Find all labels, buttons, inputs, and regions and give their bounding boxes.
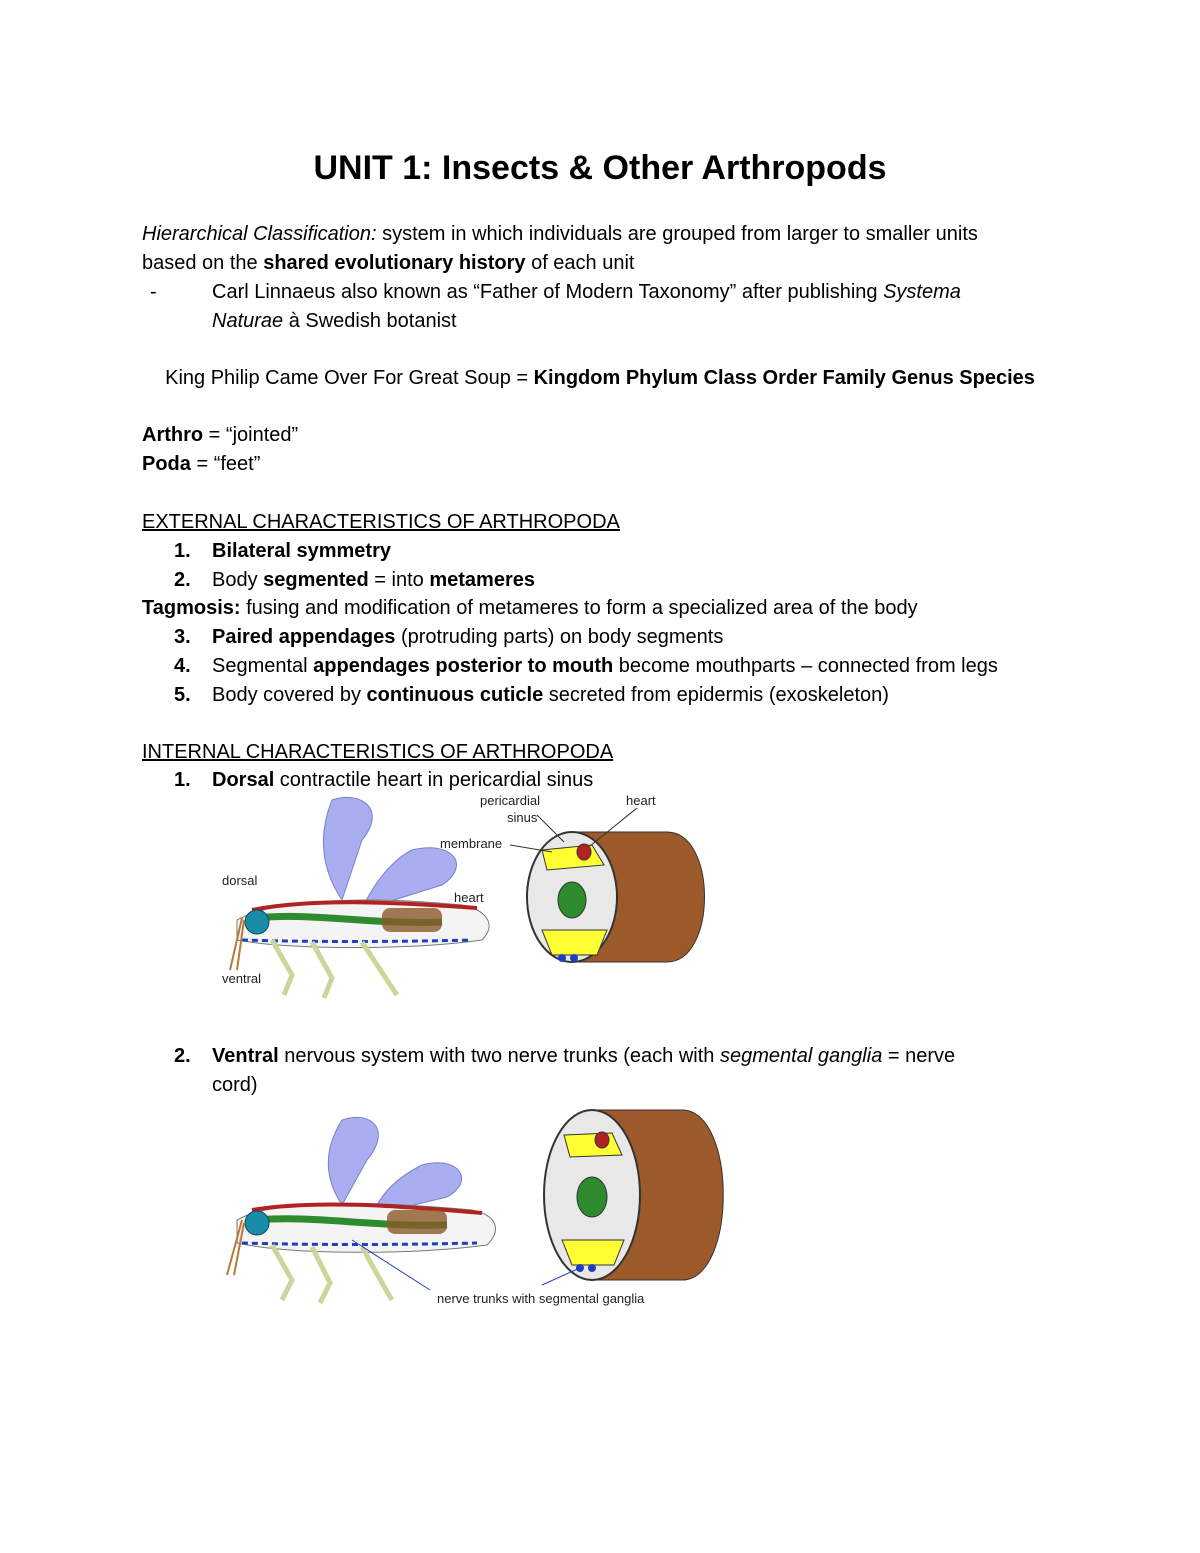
bold-shared-history: shared evolutionary history	[263, 252, 526, 274]
gut-section	[577, 1177, 607, 1217]
external-item-4	[174, 652, 998, 680]
def-tagmosis: fusing and modification of metameres to form a specialized area of the body	[240, 597, 918, 619]
list-number: 5.	[174, 684, 191, 706]
external-item-1	[174, 537, 391, 565]
label-heart-insect: heart	[454, 890, 484, 905]
label-heart-section: heart	[626, 793, 656, 808]
tagmosis-definition	[142, 594, 918, 622]
mnemonic-phrase: King Philip Came Over For Great Soup =	[165, 367, 534, 389]
heading-external-text: EXTERNAL CHARACTERISTICS OF ARTHROPODA	[142, 511, 620, 533]
list-number: 2.	[174, 1045, 191, 1067]
list-number: 3.	[174, 626, 191, 648]
def-poda: = “feet”	[190, 453, 261, 475]
italic-segmental-ganglia: segmental ganglia	[719, 1045, 883, 1067]
external-item-5	[174, 681, 889, 709]
etymology-arthro	[142, 421, 298, 449]
definition-text: system in which individuals are grouped from larger to smaller units	[376, 223, 978, 245]
italic-systema: Systema	[883, 281, 961, 303]
text-run: nervous system with two nerve trunks (each with	[278, 1045, 720, 1067]
text-run: Body	[212, 569, 264, 591]
italic-naturae: Naturae	[212, 310, 284, 332]
text-run: = into	[368, 569, 430, 591]
heading-external	[142, 508, 620, 536]
text-run: = nerve	[882, 1045, 956, 1067]
bold-run: metameres	[429, 569, 535, 591]
term-poda: Poda	[142, 453, 191, 475]
text-run: contractile heart in pericardial sinus	[274, 769, 594, 791]
external-item-3	[174, 623, 723, 651]
text-run: Carl Linnaeus also known as “Father of Modern Taxonomy” after publishing	[212, 281, 884, 303]
gonad-shape	[387, 1210, 447, 1234]
gonad-shape	[382, 908, 442, 932]
def-arthro: = “jointed”	[203, 424, 299, 446]
legs	[272, 940, 397, 998]
internal-item-2	[174, 1042, 955, 1070]
label-sinus: sinus	[507, 810, 538, 825]
text-run: secreted from epidermis (exoskeleton)	[543, 684, 889, 706]
bold-run: segmented	[263, 569, 369, 591]
definition-line2	[142, 249, 634, 277]
eye-shape	[245, 1211, 269, 1235]
label-ventral: ventral	[222, 971, 262, 986]
list-number: 1.	[174, 769, 191, 791]
eye-shape	[245, 910, 269, 934]
text-run: Segmental	[212, 655, 314, 677]
heart-tube	[595, 1132, 609, 1148]
mnemonic-line	[0, 364, 1200, 392]
insect-diagram	[227, 1117, 495, 1303]
heading-internal	[142, 738, 613, 766]
bold-run: Dorsal	[212, 769, 275, 791]
text-run: based on the	[142, 252, 264, 274]
ventral-membrane	[562, 1240, 624, 1265]
text-run: à Swedish botanist	[283, 310, 457, 332]
label-dorsal: dorsal	[222, 873, 258, 888]
figure-dorsal-heart	[212, 790, 722, 1015]
pericardial-membrane	[542, 845, 604, 870]
ganglion-right	[570, 954, 578, 962]
label-pericardial: pericardial	[480, 793, 540, 808]
ganglion-left	[558, 954, 566, 962]
bold-run: Paired appendages	[212, 626, 396, 648]
bullet-linnaeus	[150, 278, 961, 306]
heading-internal-text: INTERNAL CHARACTERISTICS OF ARTHROPODA	[142, 741, 614, 763]
bold-run: Ventral	[212, 1045, 279, 1067]
insect-diagram	[222, 797, 489, 998]
label-nerve-trunks: nerve trunks with segmental ganglia	[437, 1291, 645, 1306]
text-run: Body covered by	[212, 684, 367, 706]
mnemonic-ranks: Kingdom Phylum Class Order Family Genus Species	[533, 367, 1035, 389]
heart-tube	[577, 844, 591, 860]
list-number: 4.	[174, 655, 191, 677]
gut-section	[558, 882, 586, 918]
term-tagmosis: Tagmosis:	[142, 597, 241, 619]
bold-run: Bilateral symmetry	[212, 540, 391, 562]
pericardial-membrane	[564, 1133, 622, 1157]
definition-hierarchical	[142, 220, 978, 248]
bold-run: appendages posterior to mouth	[313, 655, 614, 677]
list-number: 1.	[174, 540, 191, 562]
wing-shape	[323, 797, 372, 900]
etymology-poda	[142, 450, 260, 478]
internal-item-2-line2	[212, 1071, 258, 1099]
term-hierarchical: Hierarchical Classification:	[142, 223, 377, 245]
external-item-2	[174, 566, 535, 594]
nerve-cord	[242, 940, 472, 942]
term-arthro: Arthro	[142, 424, 204, 446]
label-membrane: membrane	[440, 836, 503, 851]
text-run: (protruding parts) on body segments	[395, 626, 724, 648]
bullet-linnaeus-line2	[212, 307, 457, 335]
page-title: UNIT 1: Insects & Other Arthropods	[313, 149, 887, 187]
text-run: cord)	[212, 1074, 258, 1096]
bold-run: continuous cuticle	[366, 684, 544, 706]
text-run: of each unit	[525, 252, 635, 274]
wing-shape	[328, 1117, 378, 1205]
ventral-membrane	[542, 930, 607, 955]
ganglion-right	[588, 1264, 596, 1272]
figure-ventral-nerves	[212, 1105, 732, 1315]
list-number: 2.	[174, 569, 191, 591]
text-run: become mouthparts – connected from legs	[613, 655, 998, 677]
bullet-dash: -	[150, 281, 157, 303]
